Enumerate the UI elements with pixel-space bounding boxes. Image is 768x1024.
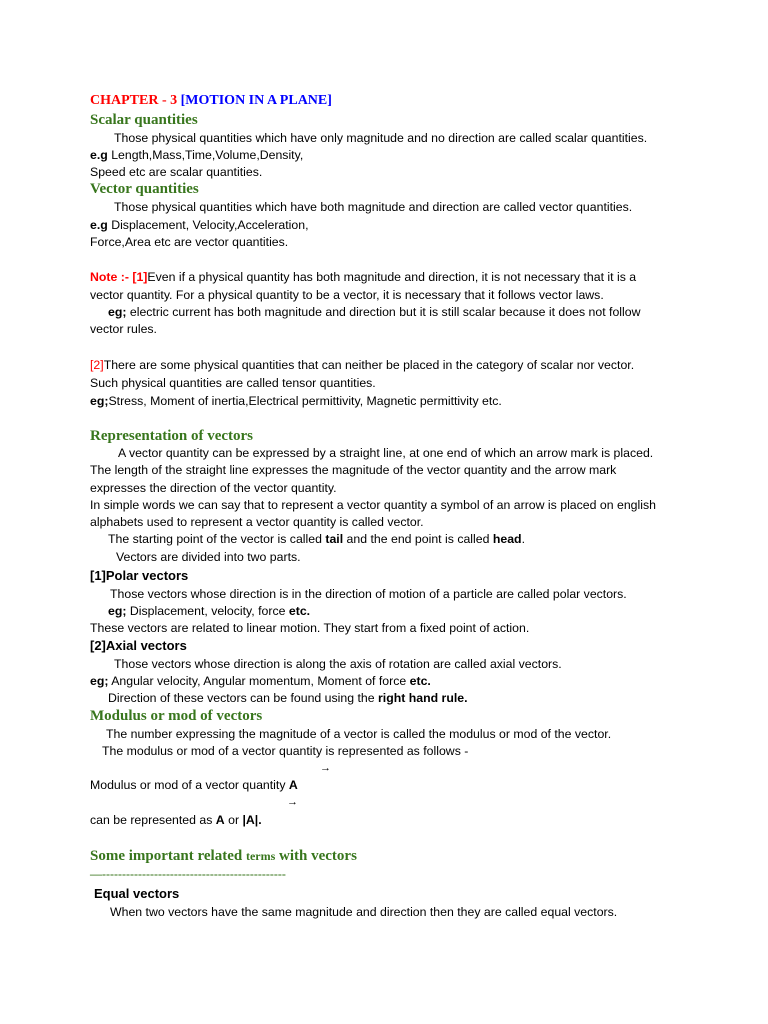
axial-heading: [2]Axial vectors — [90, 638, 187, 653]
vector-definition: Those physical quantities which have both magnitude and direction are called vector quantities. — [114, 200, 633, 214]
axial-eg-label: eg; — [90, 674, 109, 688]
note-1-line-2: vector quantity. For a physical quantity to be a vector, it is necessary that it follows vector laws. — [90, 288, 604, 302]
representation-line-3: expresses the direction of the vector quantity. — [90, 481, 337, 495]
equal-vectors-definition: When two vectors have the same magnitude and direction then they are called equal vectors. — [110, 905, 618, 919]
note-1-text: Even if a physical quantity has both magnitude and direction, it is not necessary that it is a — [147, 270, 637, 284]
representation-line-1: A vector quantity can be expressed by a straight line, at one end of which an arrow mark is placed. — [118, 446, 654, 460]
vector-eg-label: e.g — [90, 218, 108, 232]
chapter-title — [90, 92, 332, 110]
note-2-line-2: Such physical quantities are called tensor quantities. — [90, 376, 376, 390]
note-2-eg-text: Stress, Moment of inertia,Electrical permittivity, Magnetic permittivity etc. — [108, 394, 502, 408]
vector-heading: Vector quantities — [90, 181, 199, 197]
tail-term: tail — [325, 532, 344, 546]
polar-eg-text: Displacement, velocity, force — [126, 604, 289, 618]
axial-example — [90, 673, 431, 689]
equal-vectors-heading: Equal vectors — [94, 886, 180, 901]
mod-a-symbol: |A|. — [242, 813, 262, 827]
polar-eg-label: eg; — [108, 604, 127, 618]
representation-line-6 — [108, 531, 525, 547]
note-2-eg-label: eg; — [90, 394, 109, 408]
polar-eg-etc: etc. — [288, 604, 311, 618]
modulus-line-3 — [90, 777, 298, 793]
terms-heading — [90, 847, 357, 865]
polar-example — [108, 603, 310, 619]
scalar-heading: Scalar quantities — [90, 112, 198, 128]
chapter-label: CHAPTER - 3 — [90, 93, 181, 108]
right-hand-rule: right hand rule. — [378, 691, 468, 705]
axial-dir-text: Direction of these vectors can be found using the — [108, 691, 379, 705]
polar-note: These vectors are related to linear motion. They start from a fixed point of action. — [90, 621, 530, 635]
vector-example — [90, 217, 309, 233]
terms-heading-b: terms — [245, 849, 276, 863]
representation-line-7: Vectors are divided into two parts. — [116, 550, 301, 564]
representation-line-4: In simple words we can say that to represent a vector quantity a symbol of an arrow is placed on english — [90, 498, 656, 512]
axial-eg-text: Angular velocity, Angular momentum, Moment of force — [108, 674, 410, 688]
modulus-line-1: The number expressing the magnitude of a vector is called the modulus or mod of the vector. — [106, 727, 612, 741]
modulus-heading: Modulus or mod of vectors — [90, 708, 263, 724]
note-2-example — [90, 393, 502, 409]
terms-heading-a: Some important related — [90, 848, 246, 864]
representation-line-2: The length of the straight line expresses the magnitude of the vector quantity and the arrow mark — [90, 463, 617, 477]
note-2-line-1 — [90, 357, 634, 373]
vector-arrow-2: → — [287, 796, 298, 808]
polar-definition: Those vectors whose direction is in the direction of motion of a particle are called polar vectors. — [110, 587, 627, 601]
axial-eg-etc: etc. — [409, 674, 431, 688]
head-term: head — [492, 532, 522, 546]
chapter-name: [MOTION IN A PLANE] — [180, 93, 332, 108]
note-2-label: [2] — [90, 358, 104, 372]
note-eg-label: eg; — [108, 305, 127, 319]
axial-definition: Those vectors whose direction is along the axis of rotation are called axial vectors. — [114, 657, 562, 671]
vector-a-symbol: A — [288, 778, 298, 792]
tail-text-a: The starting point of the vector is called — [108, 532, 326, 546]
vector-eg-text: Displacement, Velocity,Acceleration, — [107, 218, 309, 232]
representation-line-5: alphabets used to represent a vector quantity is called vector. — [90, 515, 424, 529]
vector-arrow-1: → — [320, 762, 331, 774]
scalar-definition: Those physical quantities which have only magnitude and no direction are called scalar quantities. — [114, 131, 648, 145]
vector-example-cont: Force,Area etc are vector quantities. — [90, 235, 289, 249]
note-label: Note :- [1] — [90, 270, 148, 284]
terms-heading-c: with vectors — [275, 848, 357, 864]
note-1-line-1 — [90, 269, 636, 285]
terms-divider: —---------------------------------------------- — [90, 867, 286, 881]
axial-direction — [108, 690, 468, 706]
modulus-line-3-text: Modulus or mod of a vector quantity — [90, 778, 289, 792]
scalar-eg-label: e.g — [90, 148, 108, 162]
note-2-text: There are some physical quantities that can neither be placed in the category of scalar nor vector. — [103, 358, 635, 372]
note-eg-text: electric current has both magnitude and direction but it is still scalar because it does not follow — [126, 305, 641, 319]
scalar-example-cont: Speed etc are scalar quantities. — [90, 165, 263, 179]
scalar-example — [90, 147, 303, 163]
note-1-example-cont: vector rules. — [90, 322, 157, 336]
modulus-line-4-text: can be represented as — [90, 813, 216, 827]
tail-text-b: and the end point is called — [343, 532, 493, 546]
modulus-line-2: The modulus or mod of a vector quantity is represented as follows - — [102, 744, 469, 758]
polar-heading: [1]Polar vectors — [90, 568, 189, 583]
vector-a-symbol-2: A — [215, 813, 225, 827]
note-1-example — [108, 304, 640, 320]
tail-text-c: . — [521, 532, 525, 546]
modulus-line-4 — [90, 812, 262, 828]
scalar-eg-text: Length,Mass,Time,Volume,Density, — [107, 148, 304, 162]
modulus-or: or — [224, 813, 243, 827]
representation-heading: Representation of vectors — [90, 428, 254, 444]
